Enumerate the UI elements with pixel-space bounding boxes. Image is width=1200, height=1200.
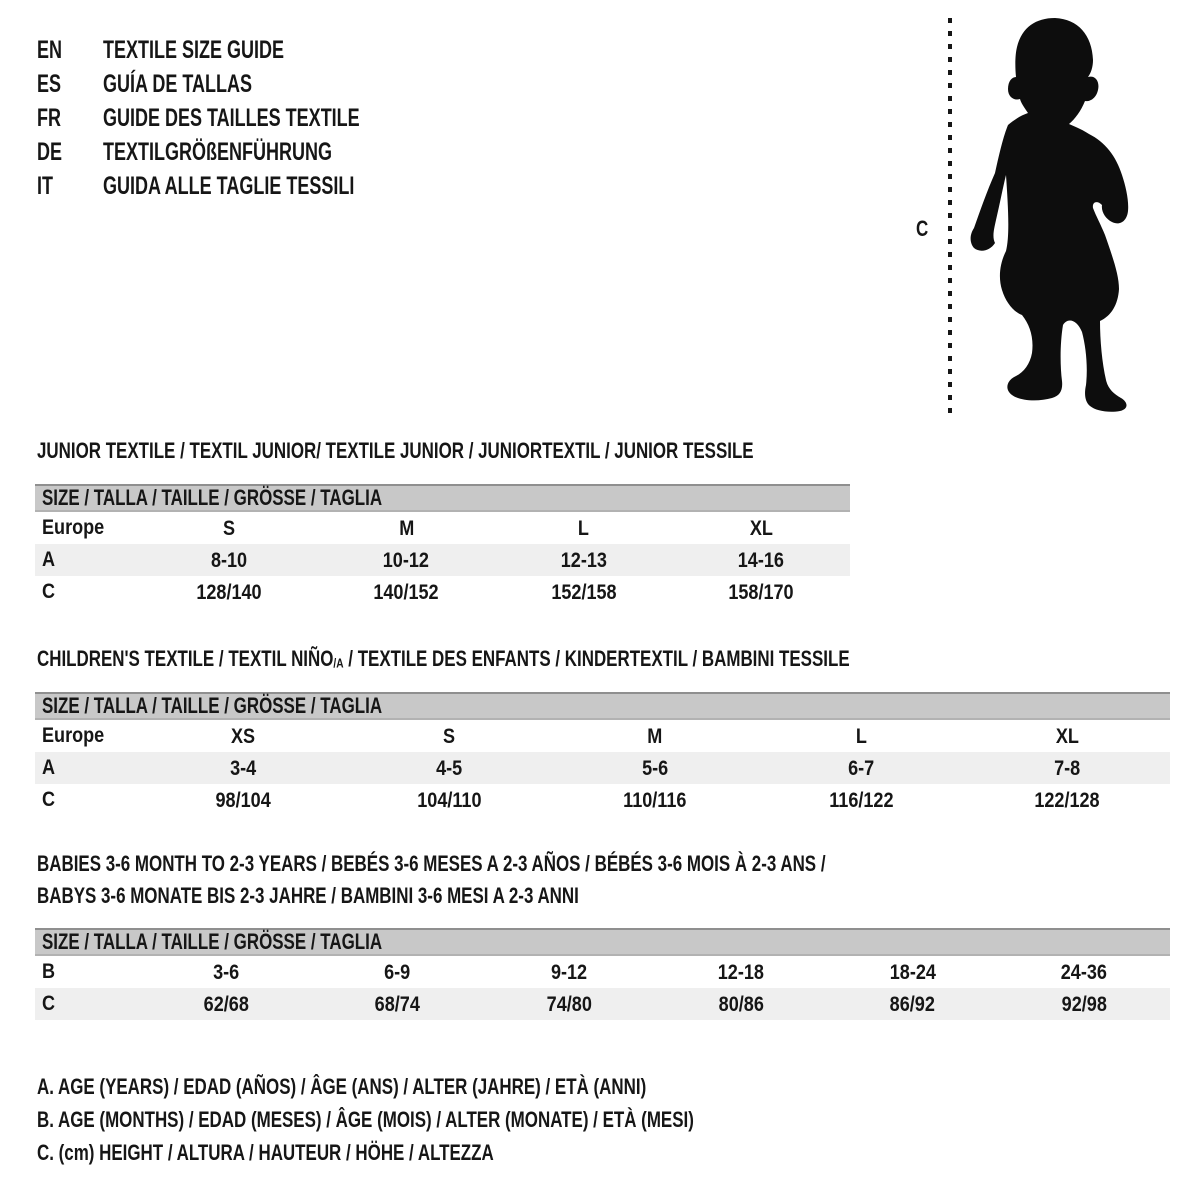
size-value: XL: [749, 516, 773, 540]
height-value: 128/140: [196, 580, 262, 604]
height-value: 98/104: [215, 788, 271, 812]
size-value: XS: [230, 724, 256, 748]
row-label: A: [42, 756, 56, 779]
language-code-de: DE: [37, 137, 63, 166]
row-label: C: [42, 788, 56, 811]
age-months-value: 9-12: [551, 960, 588, 984]
height-value: 92/98: [1061, 992, 1107, 1016]
size-header-label: SIZE / TALLA / TAILLE / GRÖSSE / TAGLIA: [42, 485, 383, 510]
height-value: 80/86: [718, 992, 764, 1016]
language-code-es: ES: [37, 69, 62, 98]
height-value: 116/122: [828, 788, 894, 812]
height-value: 158/170: [728, 580, 794, 604]
row-label: A: [42, 548, 56, 571]
height-value: 86/92: [889, 992, 936, 1016]
row-label: C: [42, 580, 56, 603]
babies-size-header-bar: [35, 928, 1170, 956]
language-label-de: TEXTILGRÖßENFÜHRUNG: [103, 137, 332, 166]
language-row-en: [37, 33, 460, 67]
legend-block: [37, 1070, 890, 1169]
table-row: [35, 544, 850, 576]
legend-line-c: C. (cm) HEIGHT / ALTURA / HAUTEUR / HÖHE / ALTEZZA: [37, 1139, 494, 1165]
children-title-suffix: /A: [333, 655, 344, 671]
age-value: 5-6: [641, 756, 669, 780]
size-value: S: [222, 516, 235, 540]
row-label: B: [42, 960, 56, 983]
row-label: Europe: [42, 724, 105, 747]
legend-line-b: B. AGE (MONTHS) / EDAD (MESES) / ÂGE (MOIS) / ALTER (MONATE) / ETÀ (MESI): [37, 1106, 694, 1132]
height-value: 74/80: [546, 992, 592, 1016]
babies-title-line1: BABIES 3-6 MONTH TO 2-3 YEARS / BEBÉS 3-6 MESES A 2-3 AÑOS / BÉBÉS 3-6 MOIS À 2-3 ANS /: [37, 851, 826, 876]
size-value: L: [855, 724, 867, 748]
table-row: [35, 752, 1170, 784]
size-header-label: SIZE / TALLA / TAILLE / GRÖSSE / TAGLIA: [42, 693, 383, 718]
table-row: [35, 988, 1170, 1020]
table-row: [35, 720, 1170, 752]
age-value: 14-16: [738, 548, 785, 572]
height-value: 104/110: [416, 788, 482, 812]
language-title-block: [37, 33, 460, 203]
age-months-value: 12-18: [717, 960, 764, 984]
table-row: [35, 576, 850, 608]
age-months-value: 24-36: [1061, 960, 1108, 984]
language-row-fr: [37, 101, 460, 135]
babies-title-line2: BABYS 3-6 MONATE BIS 2-3 JAHRE / BAMBINI 3-6 MESI A 2-3 ANNI: [37, 883, 579, 908]
toddler-figure: [940, 10, 1140, 420]
age-value: 7-8: [1053, 756, 1081, 780]
children-title-main: CHILDREN'S TEXTILE / TEXTIL NIÑO: [37, 646, 334, 671]
language-code-en: EN: [37, 35, 63, 64]
age-months-value: 3-6: [212, 960, 239, 984]
age-months-value: 18-24: [889, 960, 936, 984]
language-code-it: IT: [37, 171, 53, 200]
children-section-title: [37, 645, 1092, 673]
table-row: [35, 512, 850, 544]
junior-size-table: [35, 484, 850, 608]
age-value: 3-4: [229, 756, 257, 780]
language-label-en: TEXTILE SIZE GUIDE: [103, 35, 285, 64]
height-value: 122/128: [1034, 788, 1100, 812]
figure-height-label: C: [916, 216, 929, 241]
age-value: 8-10: [210, 548, 247, 572]
size-value: M: [398, 516, 414, 540]
height-value: 152/158: [551, 580, 617, 604]
age-months-value: 6-9: [384, 960, 411, 984]
language-row-it: [37, 169, 460, 203]
age-value: 6-7: [847, 756, 875, 780]
table-row: [35, 956, 1170, 988]
babies-section-title: [37, 848, 1061, 912]
table-row: [35, 784, 1170, 816]
age-value: 4-5: [435, 756, 463, 780]
age-value: 10-12: [383, 548, 430, 572]
size-value: S: [442, 724, 456, 748]
height-value: 62/68: [203, 992, 249, 1016]
language-label-fr: GUIDE DES TAILLES TEXTILE: [103, 103, 360, 132]
size-value: L: [578, 516, 590, 540]
junior-section-title: JUNIOR TEXTILE / TEXTIL JUNIOR/ TEXTILE JUNIOR / JUNIORTEXTIL / JUNIOR TESSILE: [37, 438, 754, 463]
size-value: XL: [1055, 724, 1079, 748]
row-label: C: [42, 992, 56, 1015]
size-value: M: [647, 724, 663, 748]
row-label: Europe: [42, 516, 105, 539]
toddler-silhouette-icon: [971, 18, 1129, 412]
junior-size-header-bar: [35, 484, 850, 512]
height-value: 68/74: [374, 992, 421, 1016]
language-label-it: GUIDA ALLE TAGLIE TESSILI: [103, 171, 355, 200]
children-size-header-bar: [35, 692, 1170, 720]
age-value: 12-13: [560, 548, 607, 572]
language-row-de: [37, 135, 460, 169]
language-label-es: GUÍA DE TALLAS: [103, 69, 252, 98]
legend-line-a: A. AGE (YEARS) / EDAD (AÑOS) / ÂGE (ANS) / ALTER (JAHRE) / ETÀ (ANNI): [37, 1073, 647, 1099]
children-size-table: [35, 692, 1170, 816]
children-title-rest: / TEXTILE DES ENFANTS / KINDERTEXTIL / BAMBINI TESSILE: [343, 646, 850, 671]
size-header-label: SIZE / TALLA / TAILLE / GRÖSSE / TAGLIA: [42, 929, 383, 954]
language-row-es: [37, 67, 460, 101]
babies-size-table: [35, 928, 1170, 1020]
height-value: 140/152: [373, 580, 439, 604]
height-value: 110/116: [623, 788, 687, 812]
language-code-fr: FR: [37, 103, 61, 132]
